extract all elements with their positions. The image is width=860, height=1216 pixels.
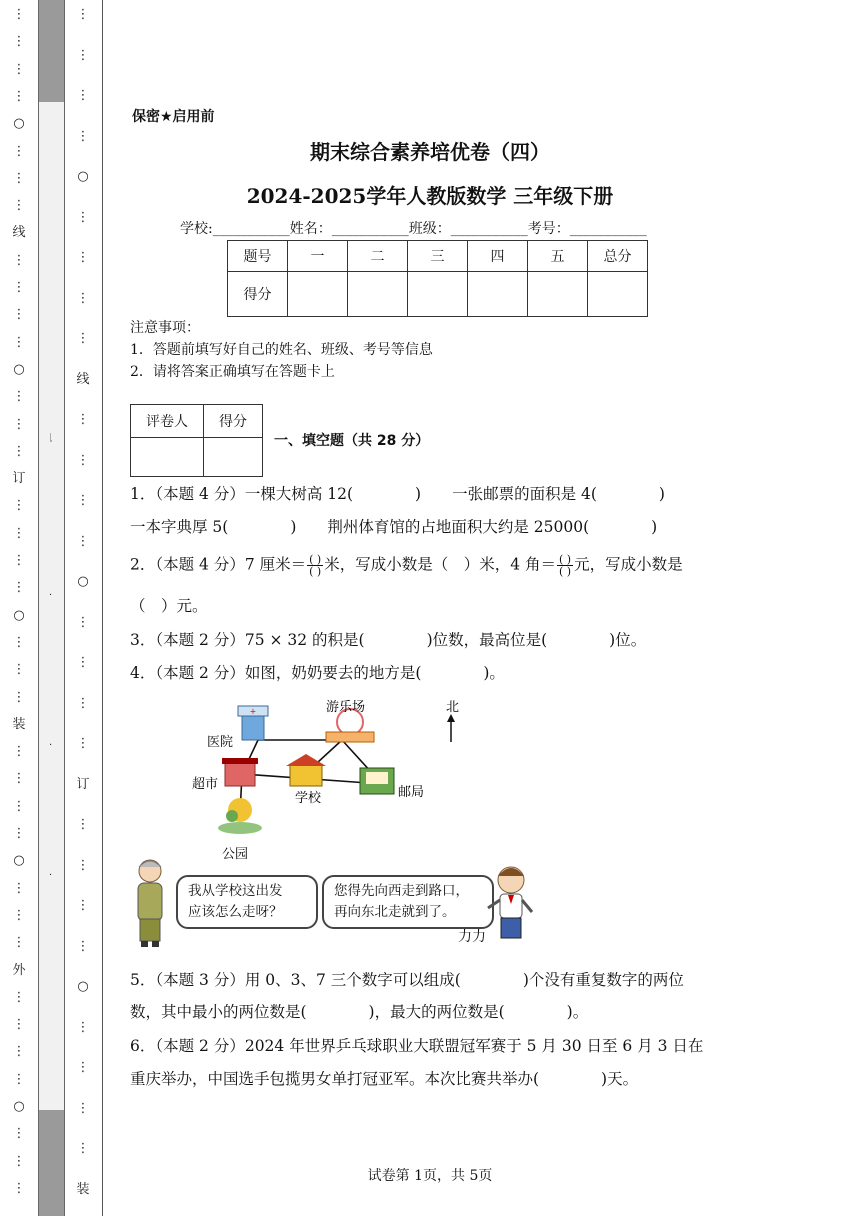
grandma-speech-line-1: 我从学校这出发 (188, 883, 283, 899)
outer-mark: 装 (12, 716, 26, 732)
grandma-speech-bubble (176, 875, 318, 929)
question-2-line-2: （ ）元。 (130, 597, 208, 615)
inner-mark: ⋮ (76, 1060, 90, 1075)
binding-gray-strip (38, 0, 65, 1216)
question-5-line-2: 数，其中最小的两位数是( )，最大的两位数是( )。 (130, 1003, 589, 1021)
outer-mark: ⋮ (12, 525, 26, 541)
outer-mark: ⋮ (12, 416, 26, 432)
outer-mark: 外 (12, 962, 26, 978)
inner-mark: ⋮ (76, 128, 90, 144)
inner-mark: ⋮ (76, 857, 90, 873)
inner-mark: ⋮ (76, 1019, 90, 1035)
outer-mark: ⋮ (12, 689, 26, 705)
outer-mark: ⋮ (12, 1180, 26, 1196)
inner-mark: ○ (77, 979, 89, 994)
inner-mark: ⋮ (76, 817, 90, 832)
inner-mark: ⋮ (76, 614, 90, 630)
outer-mark: ⋮ (12, 1153, 26, 1169)
question-1-line-1: 1．（本题 4 分）一棵大树高 12( ) 一张邮票的面积是 4( ) (130, 485, 665, 503)
outer-mark: ⋮ (12, 307, 26, 323)
notes-title: 注意事项： (130, 320, 200, 336)
outer-mark: ○ (13, 116, 25, 132)
outer-mark: ⋮ (12, 826, 26, 841)
inner-mark: ⋮ (76, 331, 90, 346)
outer-mark: ○ (13, 853, 25, 869)
hospital-icon (238, 706, 268, 740)
fraction-2-denominator: ( ) (559, 565, 572, 578)
score-header-cell: 三 (408, 241, 468, 272)
label-post-office: 邮局 (398, 785, 425, 800)
grader-score-header: 得分 (204, 405, 263, 438)
boy-name-label: 力力 (458, 929, 486, 945)
question-5-line-1: 5．（本题 3 分）用 0、3、7 三个数字可以组成( )个没有重复数字的两位 (130, 971, 684, 989)
score-input-cell[interactable] (348, 272, 408, 317)
outer-mark: ⋮ (12, 280, 26, 295)
outer-mark: ⋮ (12, 662, 26, 678)
section-title: 一、填空题（共 28 分） (274, 433, 430, 449)
inner-mark: 装 (76, 1181, 90, 1197)
label-supermarket: 超市 (192, 777, 219, 792)
north-label: 北 (446, 700, 460, 715)
park-icon (218, 798, 262, 834)
fraction-1 (307, 554, 323, 577)
score-input-cell[interactable] (588, 272, 648, 317)
gray-mark-1: 一 (43, 432, 55, 443)
outer-mark: 线 (12, 225, 26, 241)
inner-mark: ⋮ (76, 7, 90, 22)
inner-mark: ⋮ (76, 533, 90, 549)
outer-mark: ⋮ (12, 88, 26, 104)
map-illustration (130, 692, 460, 867)
inner-mark: ○ (77, 574, 89, 589)
label-hospital: 医院 (207, 735, 234, 750)
question-6-line-2: 重庆举办，中国选手包揽男女单打冠亚军。本次比赛共举办( )天。 (130, 1070, 639, 1088)
fraction-2 (557, 554, 573, 577)
outer-mark: ⋮ (12, 1071, 26, 1087)
notes-item-2: 2．请将答案正确填写在答题卡上 (130, 364, 335, 380)
outer-mark: ⋮ (12, 1044, 26, 1060)
inner-mark: ⋮ (76, 898, 90, 913)
question-1-line-2: 一本字典厚 5( ) 荆州体育馆的占地面积大约是 25000( ) (130, 518, 658, 536)
inner-mark: ⋮ (76, 1141, 90, 1156)
outer-mark: ⋮ (12, 7, 26, 22)
lili-speech-line-1: 您得先向西走到路口， (334, 883, 469, 899)
inner-mark: ⋮ (76, 412, 90, 427)
inner-mark: ⋮ (76, 1100, 90, 1116)
score-header-cell: 题号 (228, 241, 288, 272)
exam-subtitle: 2024-2025学年人教版数学 三年级下册 (246, 184, 614, 208)
label-park: 公园 (222, 847, 249, 862)
student-info-line: 学校:___________姓名：___________班级：___________考号：___________ (180, 221, 647, 237)
binding-outer-strip (0, 0, 38, 1216)
outer-mark: ⋮ (12, 798, 26, 814)
inner-mark: ⋮ (76, 88, 90, 103)
page-footer: 试卷第 1页，共 5页 (367, 1168, 493, 1184)
fraction-1-numerator: ( ) (309, 553, 322, 566)
score-header-cell: 五 (528, 241, 588, 272)
question-4: 4．（本题 2 分）如图，奶奶要去的地方是( )。 (130, 664, 505, 682)
post-office-icon (360, 768, 394, 794)
inner-mark: ⋮ (76, 493, 90, 508)
score-input-cell[interactable] (528, 272, 588, 317)
score-header-cell: 总分 (588, 241, 648, 272)
label-school: 学校 (295, 791, 322, 806)
outer-mark: ⋮ (12, 634, 26, 650)
outer-mark: ⋮ (12, 880, 26, 896)
binding-inner-strip (64, 0, 103, 1216)
inner-mark: ⋮ (76, 250, 90, 265)
inner-mark: 订 (76, 776, 90, 792)
inner-mark: ⋮ (76, 209, 90, 225)
gray-mark-2: · (49, 590, 53, 601)
score-header-cell: 二 (348, 241, 408, 272)
outer-mark: ⋮ (12, 1017, 26, 1033)
grader-header: 评卷人 (131, 405, 204, 438)
fraction-2-numerator: ( ) (559, 553, 572, 566)
grandma-figure (128, 857, 172, 949)
outer-mark: ⋮ (12, 61, 26, 77)
inner-mark: ⋮ (76, 736, 90, 751)
question-2-part-3: 元，写成小数是 (574, 555, 683, 574)
outer-mark: ⋮ (12, 907, 26, 923)
supermarket-icon (222, 758, 258, 786)
lili-speech-line-2: 再向东北走就到了。 (334, 904, 456, 920)
outer-mark: ⋮ (12, 580, 26, 596)
outer-mark: ○ (13, 607, 25, 623)
inner-mark: ⋮ (76, 452, 90, 468)
boy-figure (486, 864, 536, 944)
inner-mark: ⋮ (76, 938, 90, 954)
outer-mark: ⋮ (12, 143, 26, 159)
lili-speech-bubble (322, 875, 494, 929)
outer-mark: ⋮ (12, 170, 26, 186)
outer-mark: ○ (13, 1099, 25, 1114)
outer-mark: 订 (12, 471, 26, 487)
outer-mark: ⋮ (12, 252, 26, 268)
score-input-cell[interactable] (288, 272, 348, 317)
exam-title: 期末综合素养培优卷（四） (310, 140, 550, 164)
gray-block-bottom (39, 1110, 64, 1216)
school-icon (286, 754, 326, 786)
question-2-part-1: 2．（本题 4 分）7 厘米＝ (130, 555, 307, 574)
question-2-line-1 (130, 554, 683, 577)
outer-mark: ⋮ (12, 334, 26, 350)
question-3: 3．（本题 2 分）75 × 32 的积是( )位数，最高位是( )位。 (130, 631, 647, 649)
score-input-cell[interactable] (468, 272, 528, 317)
grader-table (130, 404, 263, 477)
outer-mark: ⋮ (12, 389, 26, 405)
inner-mark: ⋮ (76, 47, 90, 63)
inner-mark: ⋮ (76, 655, 90, 670)
inner-mark: ○ (77, 169, 89, 184)
grader-score-cell[interactable] (204, 438, 263, 477)
fraction-1-denominator: ( ) (309, 565, 322, 578)
outer-mark: ⋮ (12, 771, 26, 787)
outer-mark: ⋮ (12, 34, 26, 50)
outer-mark: ⋮ (12, 989, 26, 1005)
svg-text:+: + (249, 707, 257, 716)
notes-item-1: 1．答题前填写好自己的姓名、班级、考号等信息 (130, 342, 433, 358)
score-input-cell[interactable] (408, 272, 468, 317)
question-2-part-2: 米，写成小数是（ ）米，4 角＝ (324, 555, 557, 574)
inner-mark: 线 (76, 371, 90, 387)
outer-mark: ⋮ (12, 443, 26, 459)
outer-mark: ⋮ (12, 553, 26, 568)
grader-input-cell[interactable] (131, 438, 204, 477)
gray-mark-4: · (49, 870, 53, 881)
score-header-cell: 一 (288, 241, 348, 272)
outer-mark: ⋮ (12, 198, 26, 214)
gray-mark-3: · (49, 740, 53, 751)
inner-mark: ⋮ (76, 290, 90, 306)
gray-block-top (39, 0, 64, 102)
north-arrow (447, 714, 455, 742)
inner-mark: ⋮ (76, 695, 90, 711)
score-table (227, 240, 648, 317)
score-header-cell: 四 (468, 241, 528, 272)
score-table-header-row (228, 241, 648, 272)
grandma-speech-line-2: 应该怎么走呀？ (188, 904, 283, 920)
score-table-score-row (228, 272, 648, 317)
label-amusement-park: 游乐场 (326, 700, 366, 715)
outer-mark: ○ (13, 361, 25, 377)
outer-mark: ⋮ (12, 1126, 26, 1142)
outer-mark: ⋮ (12, 744, 26, 760)
question-6-line-1: 6．（本题 2 分）2024 年世界乒乓球职业大联盟冠军赛于 5 月 30 日至 6 月 3 日在 (130, 1037, 704, 1055)
outer-mark: ⋮ (12, 498, 26, 514)
score-row-label: 得分 (228, 272, 288, 317)
outer-mark: ⋮ (12, 935, 26, 951)
secret-label: 保密★启用前 (132, 109, 215, 125)
